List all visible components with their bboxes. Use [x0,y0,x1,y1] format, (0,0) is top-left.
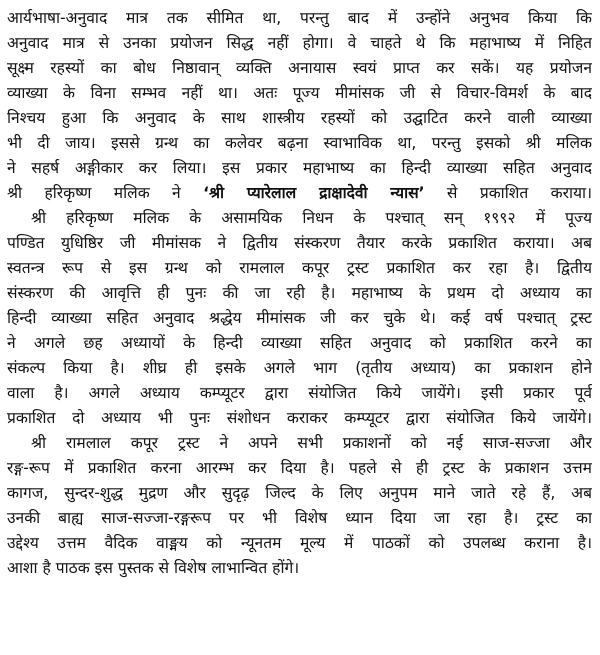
text-line: अनुवाद मात्र से उनका प्रयोजन सिद्ध नहीं होगा। वे चाहते थे कि महाभाष्य में निहित [7,34,592,52]
text-line: कागज, सुन्दर-शुद्ध मुद्रण और सुदृढ़ जिल्द के लिए अनुपम माने जाते रहे हैं, अब [7,484,592,502]
text-line: श्री रामलाल कपूर ट्रस्ट ने अपने सभी प्रकाशनों को नई साज-सज्जा और [31,434,592,452]
text-line: भी दी जाय। इससे ग्रन्थ का कलेवर बढ़ना स्वाभाविक था, परन्तु इसको श्री मलिक [7,134,592,152]
trust-name-bold: ‘श्री प्यारेलाल द्राक्षादेवी न्यास’ [203,184,425,202]
text-line: उद्देश्य उत्तम वैदिक वाङ्मय को न्यूनतम मूल्य में पाठकों को उपलब्ध कराना है। [7,534,592,552]
text-line: व्याख्या के विना सम्भव नहीं था। अतः पूज्य मीमांसक जी से विचार-विमर्श के बाद [7,84,592,102]
text-line: पण्डित युधिष्ठिर जी मीमांसक ने द्वितीय संस्करण तैयार करके प्रकाशित कराया। अब [7,234,592,252]
text-line: हिन्दी व्याख्या सहित अनुवाद श्रद्धेय मीमांसक जी कर चुके थे। कई वर्ष पश्चात् ट्रस्ट [7,309,592,327]
text-line: आशा है पाठक इस पुस्तक से विशेष लाभान्वित होंगे। [7,559,300,577]
paragraph-1 [7,6,592,206]
text-run: श्री हरिकृष्ण मलिक ने [7,184,204,202]
text-line: ने सहर्ष अङ्गीकार कर लिया। इस प्रकार महाभाष्य का हिन्दी व्याख्या सहित अनुवाद [7,159,592,177]
paragraph-2 [7,206,592,431]
text-line: श्री हरिकृष्ण मलिक के असामयिक निधन के पश्चात् सन् १९९२ में पूज्य [31,209,592,227]
text-line: सूक्ष्म रहस्यों का बोध निष्ठावान् व्यक्ति अनायास स्वयं प्राप्त कर सकें। यह प्रयोजन [7,59,592,77]
text-line: निश्चय हुआ कि अनुवाद के साथ शास्त्रीय रहस्यों को उद्घाटित करने वाली व्याख्या [7,109,592,127]
text-line: उनकी बाह्य साज-सज्जा-रङ्गरूप पर भी विशेष ध्यान दिया जा रहा है। ट्रस्ट का [7,509,592,527]
text-run: से प्रकाशित कराया। [424,184,592,202]
text-line: संस्करण की आवृत्ति ही पुनः की जा रही है। महाभाष्य के प्रथम दो अध्याय का [7,284,592,302]
text-line: संकल्प किया है। शीघ्र ही इसके अगले भाग (तृतीय अध्याय) का प्रकाशन होने [7,359,592,377]
text-line: स्वतन्त्र रूप से इस ग्रन्थ को रामलाल कपूर ट्रस्ट प्रकाशित कर रहा है। द्वितीय [7,259,592,277]
text-line: प्रकाशित दो अध्याय भी पुनः संशोधन कराकर कम्प्यूटर द्वारा संयोजित किये जायेंगे। [7,409,592,427]
paragraph-3 [7,431,592,581]
text-line: वाला है। अगले अध्याय कम्प्यूटर द्वारा संयोजित किये जायेंगे। इसी प्रकार पूर्व [7,384,592,402]
text-line [7,181,592,206]
text-line: ने अगले छह अध्यायों के हिन्दी व्याख्या सहित अनुवाद को प्रकाशित करने का [7,334,592,352]
text-line: आर्यभाषा-अनुवाद मात्र तक सीमित था, परन्तु बाद में उन्होंने अनुभव किया कि [7,9,592,27]
text-line: रङ्ग-रूप में प्रकाशित करना आरम्भ कर दिया है। पहले से ही ट्रस्ट के प्रकाशन उत्तम [7,459,592,477]
